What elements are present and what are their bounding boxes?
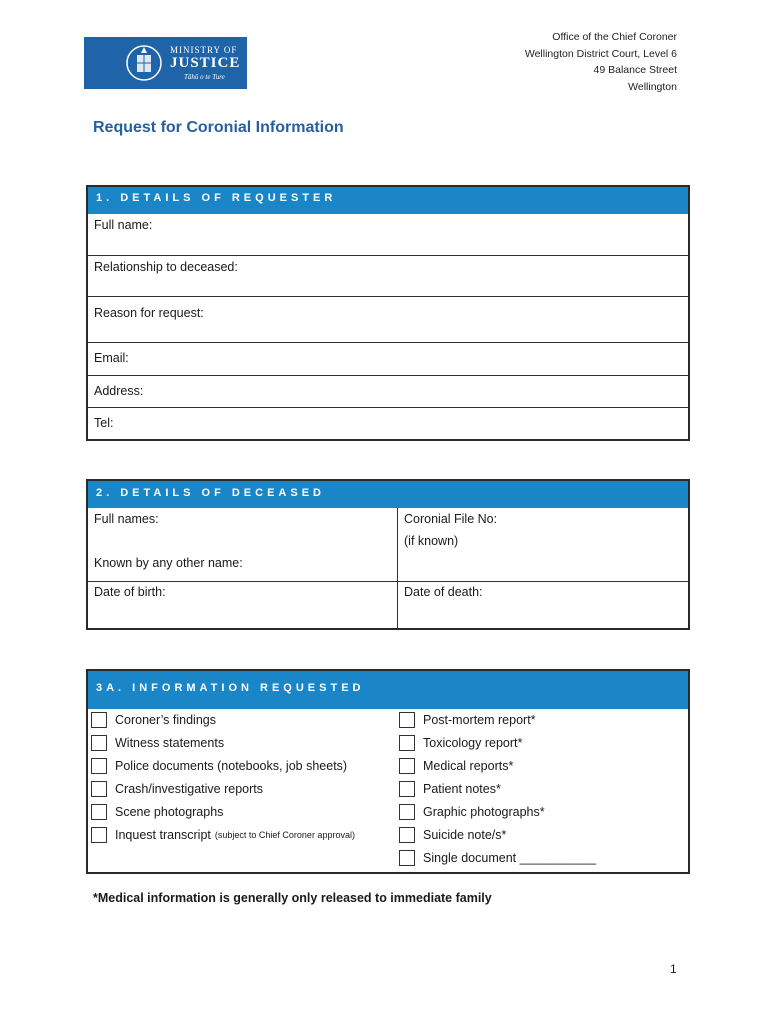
field-label: Email:	[94, 351, 129, 365]
field-label: Full names:	[94, 512, 159, 526]
deceased-section	[86, 479, 690, 630]
option-graphic-photographs[interactable]	[399, 804, 545, 820]
option-label: Police documents (notebooks, job sheets)	[115, 759, 348, 773]
checkbox[interactable]	[399, 850, 415, 866]
option-crash-reports[interactable]	[91, 781, 263, 797]
field-label: Tel:	[94, 416, 114, 430]
checkbox[interactable]	[91, 804, 107, 820]
checkbox[interactable]	[399, 781, 415, 797]
option-label: Graphic photographs*	[423, 805, 545, 819]
logo-line1: MINISTRY OF	[170, 45, 238, 55]
approval-note: (subject to Chief Coroner approval)	[214, 830, 355, 840]
address-field[interactable]	[88, 375, 688, 407]
field-label: Date of death:	[404, 585, 483, 599]
field-label: (if known)	[404, 534, 459, 548]
logo-line2: JUSTICE	[170, 55, 241, 71]
checkbox[interactable]	[91, 735, 107, 751]
full-names-field[interactable]	[88, 508, 398, 581]
option-label: Post-mortem report*	[423, 713, 536, 727]
dod-field[interactable]	[398, 582, 688, 628]
option-label: Medical reports*	[423, 759, 514, 773]
option-inquest-transcript[interactable]	[91, 827, 355, 843]
option-label: Single document ___________	[423, 851, 597, 865]
checkbox[interactable]	[91, 781, 107, 797]
option-label: Crash/investigative reports	[115, 782, 263, 796]
field-label: Relationship to deceased:	[94, 260, 238, 274]
option-medical-reports[interactable]	[399, 758, 513, 774]
field-label: Coronial File No:	[404, 512, 498, 526]
address-line: Wellington	[628, 80, 677, 93]
checkbox[interactable]	[399, 735, 415, 751]
checkbox[interactable]	[399, 804, 415, 820]
ministry-logo	[84, 37, 247, 89]
checkbox[interactable]	[399, 758, 415, 774]
page-title: Request for Coronial Information	[93, 119, 344, 136]
checkbox[interactable]	[399, 827, 415, 843]
option-police-documents[interactable]	[91, 758, 347, 774]
footnote: *Medical information is generally only released to immediate family	[93, 891, 492, 905]
info-options	[88, 709, 688, 873]
section-heading: 2. DETAILS OF DECEASED	[88, 481, 688, 508]
checkbox[interactable]	[399, 712, 415, 728]
option-label: Toxicology report*	[423, 736, 523, 750]
checkbox[interactable]	[91, 712, 107, 728]
option-label: Inquest transcript	[115, 828, 211, 842]
coronial-file-field[interactable]	[398, 508, 688, 581]
requester-section	[86, 185, 690, 441]
option-suicide-notes[interactable]	[399, 827, 506, 843]
option-coroners-findings[interactable]	[91, 712, 216, 728]
email-field[interactable]	[88, 342, 688, 375]
address-line: Office of the Chief Coroner	[552, 31, 677, 43]
checkbox[interactable]	[91, 827, 107, 843]
logo-line3: Tāhū o te Ture	[184, 73, 225, 81]
office-address	[525, 29, 677, 95]
dob-field[interactable]	[88, 582, 398, 628]
field-label: Date of birth:	[94, 585, 166, 599]
option-patient-notes[interactable]	[399, 781, 501, 797]
section-heading: 1. DETAILS OF REQUESTER	[88, 187, 688, 214]
field-label: Address:	[94, 384, 144, 398]
relationship-field[interactable]	[88, 255, 688, 296]
option-label: Witness statements	[115, 736, 225, 750]
option-single-document[interactable]	[399, 850, 596, 866]
option-label: Scene photographs	[115, 805, 224, 819]
option-post-mortem[interactable]	[399, 712, 536, 728]
option-label: Patient notes*	[423, 782, 501, 796]
address-line: Wellington District Court, Level 6	[524, 47, 677, 60]
information-section	[86, 669, 690, 874]
option-label: Suicide note/s*	[423, 828, 507, 842]
full-name-field[interactable]	[88, 214, 688, 255]
page-number: 1	[670, 962, 677, 976]
field-label: Reason for request:	[94, 306, 204, 320]
field-label: Known by any other name:	[94, 556, 243, 570]
option-witness-statements[interactable]	[91, 735, 224, 751]
coat-of-arms-icon	[124, 43, 164, 83]
option-label: Coroner’s findings	[115, 713, 216, 727]
address-line: 49 Balance Street	[593, 64, 677, 76]
section-heading: 3A. INFORMATION REQUESTED	[88, 671, 688, 709]
checkbox[interactable]	[91, 758, 107, 774]
field-label: Full name:	[94, 218, 153, 232]
reason-field[interactable]	[88, 296, 688, 342]
option-toxicology[interactable]	[399, 735, 522, 751]
option-scene-photographs[interactable]	[91, 804, 223, 820]
tel-field[interactable]	[88, 407, 688, 439]
